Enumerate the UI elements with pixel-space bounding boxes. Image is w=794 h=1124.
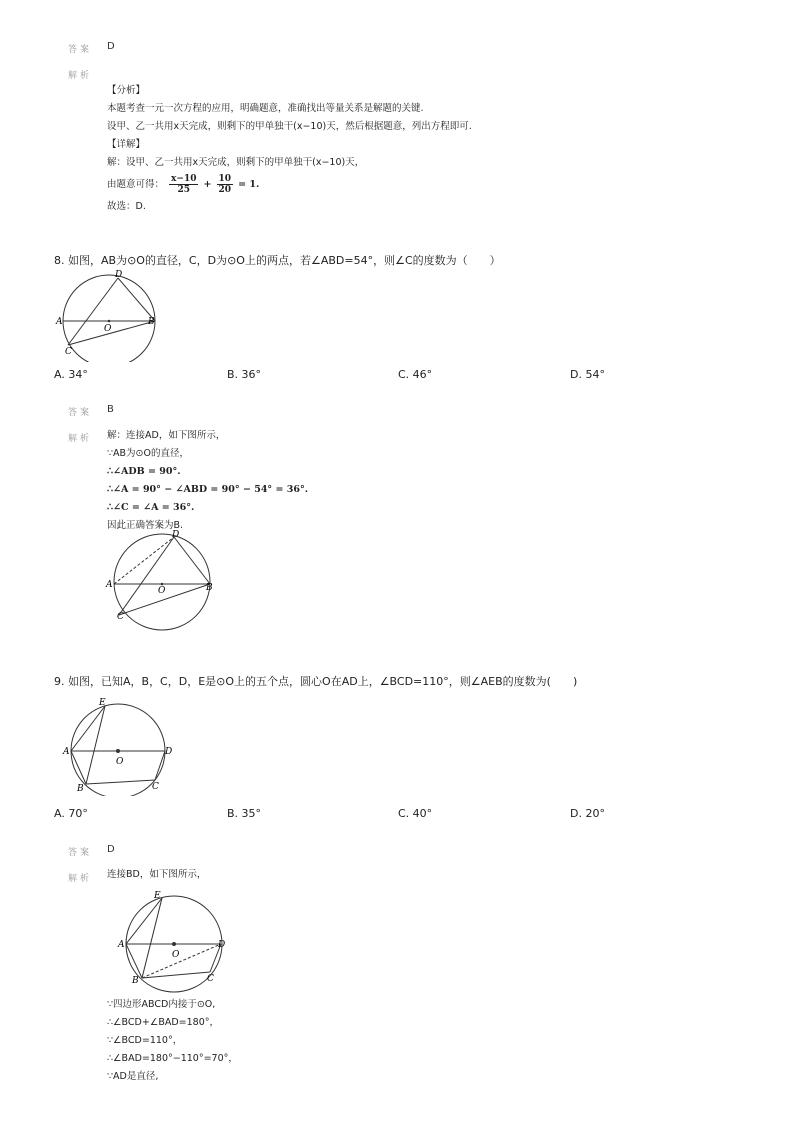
point-label: A — [118, 940, 125, 950]
answer-value: B — [107, 404, 114, 415]
option-b: B. 35° — [227, 807, 262, 820]
point-label: D — [115, 270, 123, 280]
point-label: D — [165, 747, 173, 757]
point-label: O — [158, 586, 166, 596]
analysis-label: 解析 — [68, 71, 93, 81]
equation-prefix: 由题意可得： — [107, 179, 165, 190]
point-label: O — [104, 324, 112, 334]
solution-line: 【分析】 — [107, 85, 146, 96]
point-label: E — [154, 891, 161, 901]
point-label: B — [206, 583, 213, 593]
q8-question: 8. 如图，AB为⊙O的直径，C，D为⊙O上的两点，若∠ABD=54°，则∠C的度数为（ ） — [54, 254, 501, 267]
answer-label: 答案 — [68, 45, 93, 55]
answer-value: D — [107, 844, 115, 855]
solution-line: ∴∠BAD=180°−110°=70°， — [107, 1053, 238, 1064]
q8-figure — [52, 266, 167, 362]
point-label: E — [99, 698, 106, 708]
option-d: D. 20° — [570, 807, 605, 820]
q9-intro: 连接BD，如下图所示， — [107, 869, 207, 880]
solution-line: ∵AD是直径, — [107, 1071, 159, 1082]
point-label: A — [63, 747, 70, 757]
point-label: B — [77, 784, 84, 794]
solution-line: 解：连接AD，如下图所示， — [107, 430, 226, 441]
analysis-label: 解析 — [68, 874, 93, 884]
point-label: B — [132, 976, 139, 986]
option-a: A. 34° — [54, 368, 88, 381]
solution-line: ∴∠C = ∠A = 36°. — [107, 502, 195, 513]
point-label: C — [117, 612, 124, 622]
q9-solution-figure — [114, 888, 239, 994]
solution-line: ∵四边形ABCD内接于⊙O, — [107, 999, 216, 1010]
option-b: B. 36° — [227, 368, 262, 381]
q8-solution — [107, 427, 308, 535]
q9-figure — [60, 694, 180, 796]
option-c: C. 46° — [398, 368, 433, 381]
solution-line: ∴∠ADB = 90°. — [107, 466, 181, 477]
equation-line: 由题意可得： $\frac{x-10}{25}$ + $\frac{10}{20}$ = 1. — [107, 174, 260, 195]
point-label: D — [172, 530, 180, 540]
solution-line: 解：设甲、乙一共用x天完成，则剩下的甲单独干(x−10)天， — [107, 157, 365, 168]
solution-line: 设甲、乙一共用x天完成，则剩下的甲单独干(x−10)天，然后根据题意，列出方程即可. — [107, 121, 472, 132]
q7-solution — [107, 82, 472, 216]
option-a: A. 70° — [54, 807, 88, 820]
analysis-label: 解析 — [68, 434, 93, 444]
solution-line: ∵AB为⊙O的直径， — [107, 448, 189, 459]
q9-solution — [107, 996, 238, 1086]
solution-line: ∵∠BCD=110°， — [107, 1035, 183, 1046]
solution-line: 因此正确答案为B. — [107, 520, 184, 531]
point-label: A — [56, 317, 63, 327]
answer-label: 答案 — [68, 848, 93, 858]
point-label: O — [116, 757, 124, 767]
point-label: B — [148, 317, 155, 327]
solution-line: ∴∠A = 90° − ∠ABD = 90° − 54° = 36°. — [107, 484, 309, 495]
solution-line: ∴∠BCD+∠BAD=180°， — [107, 1017, 220, 1028]
point-label: C — [207, 974, 214, 984]
q9-question: 9. 如图，已知A，B，C，D，E是⊙O上的五个点，圆心O在AD上，∠BCD=110°，则∠AEB的度数为( ) — [54, 675, 578, 688]
solution-line: 本题考查一元一次方程的应用，明确题意，准确找出等量关系是解题的关键. — [107, 103, 424, 114]
fraction: $\frac{10}{20}$ — [218, 174, 232, 195]
point-label: D — [218, 940, 226, 950]
answer-value: D — [107, 41, 115, 52]
point-label: A — [106, 580, 113, 590]
point-label: C — [65, 347, 72, 357]
solution-line: 【详解】 — [107, 139, 146, 150]
q8-solution-figure — [103, 527, 218, 635]
answer-label: 答案 — [68, 408, 93, 418]
solution-line: 故选：D. — [107, 201, 146, 212]
option-c: C. 40° — [398, 807, 433, 820]
fraction: $\frac{x-10}{25}$ — [171, 174, 197, 195]
option-d: D. 54° — [570, 368, 605, 381]
point-label: C — [152, 782, 159, 792]
point-label: O — [172, 950, 180, 960]
